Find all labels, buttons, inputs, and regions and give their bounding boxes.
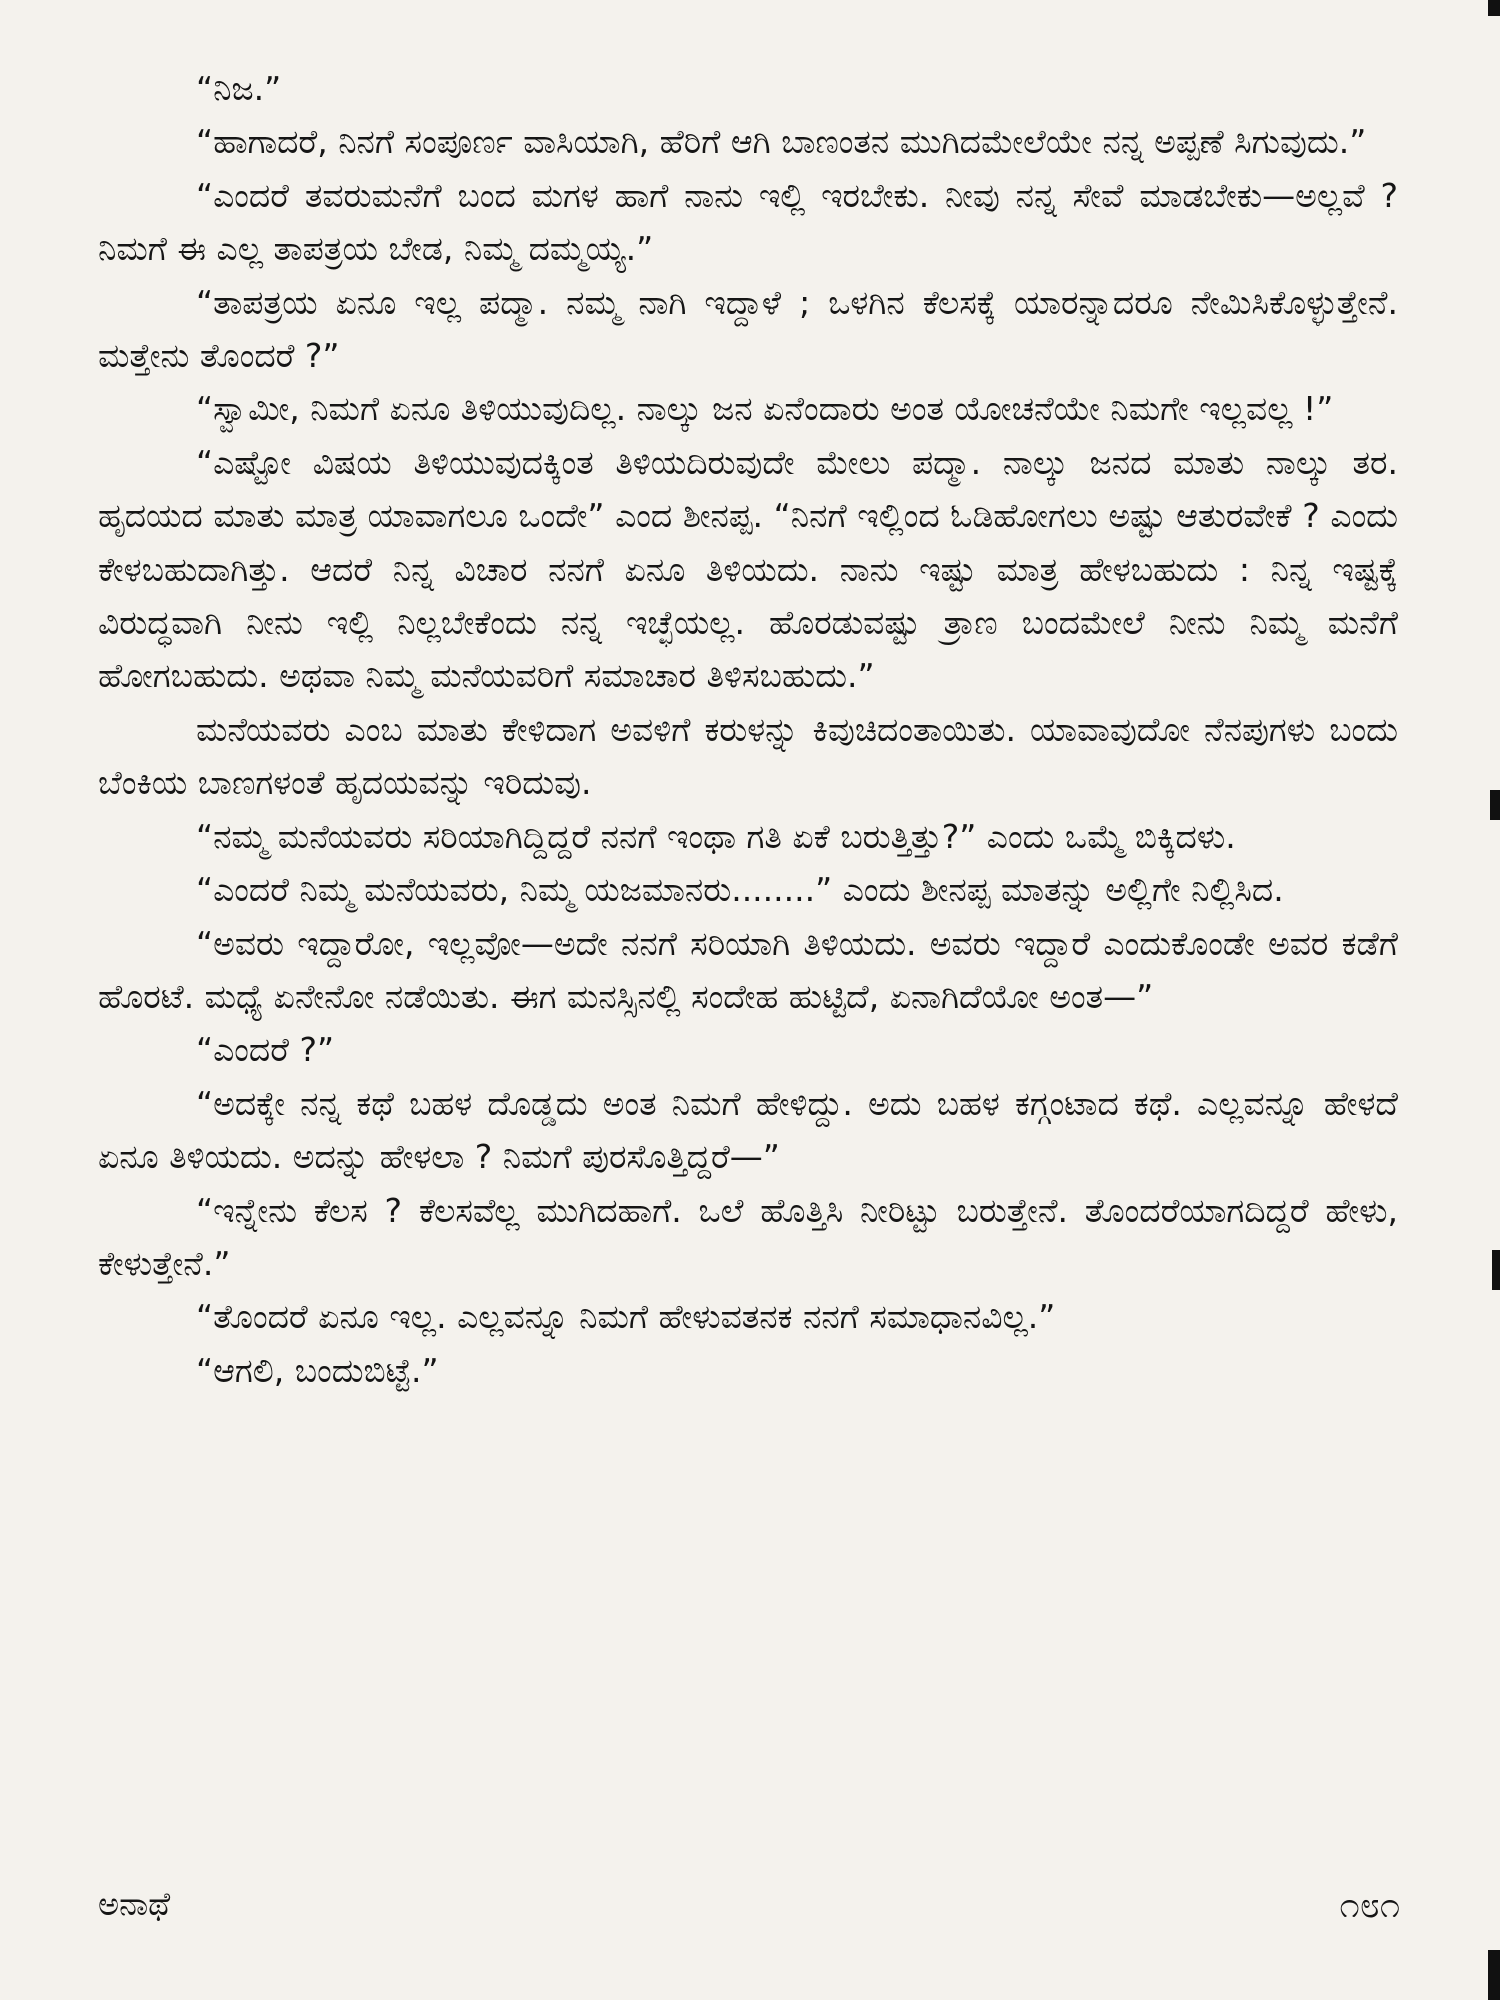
paragraph: “ನಮ್ಮ ಮನೆಯವರು ಸರಿಯಾಗಿದ್ದಿದ್ದರೆ ನನಗೆ ಇಂಥಾ ಗತಿ ಏಕೆ ಬರುತ್ತಿತ್ತು?” ಎಂದು ಒಮ್ಮೆ ಬಿಕ್ಕಿದಳು.: [196, 816, 1236, 856]
paragraph: “ಎಂದರೆ ತವರುಮನೆಗೆ ಬಂದ ಮಗಳ ಹಾಗೆ ನಾನು ಇಲ್ಲಿ ಇರಬೇಕು. ನೀವು ನನ್ನ ಸೇವೆ ಮಾಡಬೇಕು—ಅಲ್ಲವೆ ? ನಿಮಗೆ ಈ ಎಲ್ಲ ತಾಪತ್ರಯ ಬೇಡ, ನಿಮ್ಮ ದಮ್ಮಯ್ಯ.”: [98, 175, 1398, 269]
page-footer: [98, 1885, 1400, 1935]
scan-edge-mark: [1492, 1250, 1500, 1290]
paragraph: “ಹಾಗಾದರೆ, ನಿನಗೆ ಸಂಪೂರ್ಣ ವಾಸಿಯಾಗಿ, ಹೆರಿಗೆ ಆಗಿ ಬಾಣಂತನ ಮುಗಿದಮೇಲೆಯೇ ನನ್ನ ಅಪ್ಪಣೆ ಸಿಗುವುದು.”: [196, 122, 1367, 162]
page-number: ೧೮೧: [1339, 1885, 1400, 1926]
paragraph: “ತೊಂದರೆ ಏನೂ ಇಲ್ಲ. ಎಲ್ಲವನ್ನೂ ನಿಮಗೆ ಹೇಳುವತನಕ ನನಗೆ ಸಮಾಧಾನವಿಲ್ಲ.”: [196, 1297, 1056, 1337]
paragraph: “ಅದಕ್ಕೇ ನನ್ನ ಕಥೆ ಬಹಳ ದೊಡ್ಡದು ಅಂತ ನಿಮಗೆ ಹೇಳಿದ್ದು. ಅದು ಬಹಳ ಕಗ್ಗಂಟಾದ ಕಥೆ. ಎಲ್ಲವನ್ನೂ ಹೇಳದೆ ಏನೂ ತಿಳಿಯದು. ಅದನ್ನು ಹೇಳಲಾ ? ನಿಮಗೆ ಪುರಸೊತ್ತಿದ್ದರೆ—”: [98, 1083, 1398, 1177]
paragraph: “ಎಂದರೆ ?”: [196, 1030, 335, 1070]
paragraph: ಮನೆಯವರು ಎಂಬ ಮಾತು ಕೇಳಿದಾಗ ಅವಳಿಗೆ ಕರುಳನ್ನು ಕಿವುಚಿದಂತಾಯಿತು. ಯಾವಾವುದೋ ನೆನಪುಗಳು ಬಂದು ಬೆಂಕಿಯ ಬಾಣಗಳಂತೆ ಹೃದಯವನ್ನು ಇರಿದುವು.: [98, 709, 1398, 803]
paragraph: “ನಿಜ.”: [196, 69, 282, 108]
paragraph: “ಎಷ್ಟೋ ವಿಷಯ ತಿಳಿಯುವುದಕ್ಕಿಂತ ತಿಳಿಯದಿರುವುದೇ ಮೇಲು ಪದ್ಮಾ. ನಾಲ್ಕು ಜನದ ಮಾತು ನಾಲ್ಕು ತರ. ಹೃದಯದ ಮಾತು ಮಾತ್ರ ಯಾವಾಗಲೂ ಒಂದೇ” ಎಂದ ಶೀನಪ್ಪ. “ನಿನಗೆ ಇಲ್ಲಿಂದ ಓಡಿಹೋಗಲು ಅಷ್ಟು ಆತುರವೇಕೆ ? ಎಂದು ಕೇಳಬಹುದಾಗಿತ್ತು. ಆದರೆ ನಿನ್ನ ವಿಚಾರ ನನಗೆ ಏನೂ ತಿಳಿಯದು. ನಾನು ಇಷ್ಟು ಮಾತ್ರ ಹೇಳಬಹುದು : ನಿನ್ನ ಇಷ್ಟಕ್ಕೆ ವಿರುದ್ಧವಾಗಿ ನೀನು ಇಲ್ಲಿ ನಿಲ್ಲಬೇಕೆಂದು ನನ್ನ ಇಚ್ಛೆಯಲ್ಲ. ಹೊರಡುವಷ್ಟು ತ್ರಾಣ ಬಂದಮೇಲೆ ನೀನು ನಿಮ್ಮ ಮನೆಗೆ ಹೋಗಬಹುದು. ಅಥವಾ ನಿಮ್ಮ ಮನೆಯವರಿಗೆ ಸಮಾಚಾರ ತಿಳಿಸಬಹುದು.”: [98, 442, 1398, 696]
paragraph: “ಎಂದರೆ ನಿಮ್ಮ ಮನೆಯವರು, ನಿಮ್ಮ ಯಜಮಾನರು........” ಎಂದು ಶೀನಪ್ಪ ಮಾತನ್ನು ಅಲ್ಲಿಗೇ ನಿಲ್ಲಿಸಿದ.: [196, 870, 1284, 910]
paragraph: “ಆಗಲಿ, ಬಂದುಬಿಟ್ಟೆ.”: [196, 1350, 439, 1390]
paragraph: “ಇನ್ನೇನು ಕೆಲಸ ? ಕೆಲಸವೆಲ್ಲ ಮುಗಿದಹಾಗೆ. ಒಲೆ ಹೊತ್ತಿಸಿ ನೀರಿಟ್ಟು ಬರುತ್ತೇನೆ. ತೊಂದರೆಯಾಗದಿದ್ದರೆ ಹೇಳು, ಕೇಳುತ್ತೇನೆ.”: [98, 1190, 1399, 1283]
body-text: [98, 62, 1398, 1397]
paragraph: “ಅವರು ಇದ್ದಾರೋ, ಇಲ್ಲವೋ—ಅದೇ ನನಗೆ ಸರಿಯಾಗಿ ತಿಳಿಯದು. ಅವರು ಇದ್ದಾರೆ ಎಂದುಕೊಂಡೇ ಅವರ ಕಡೆಗೆ ಹೊರಟೆ. ಮಧ್ಯೆ ಏನೇನೋ ನಡೆಯಿತು. ಈಗ ಮನಸ್ಸಿನಲ್ಲಿ ಸಂದೇಹ ಹುಟ್ಟಿದೆ, ಏನಾಗಿದೆಯೋ ಅಂತ—”: [98, 923, 1398, 1016]
paragraph: “ತಾಪತ್ರಯ ಏನೂ ಇಲ್ಲ ಪದ್ಮಾ. ನಮ್ಮ ನಾಗಿ ಇದ್ದಾಳೆ ; ಒಳಗಿನ ಕೆಲಸಕ್ಕೆ ಯಾರನ್ನಾದರೂ ನೇಮಿಸಿಕೊಳ್ಳುತ್ತೇನೆ. ಮತ್ತೇನು ತೊಂದರೆ ?”: [98, 282, 1398, 376]
scan-edge-mark: [1488, 0, 1500, 16]
scan-edge-mark: [1488, 1950, 1500, 2000]
scan-edge-mark: [1490, 790, 1500, 820]
paragraph: “ಸ್ವಾಮೀ, ನಿಮಗೆ ಏನೂ ತಿಳಿಯುವುದಿಲ್ಲ. ನಾಲ್ಕು ಜನ ಏನೆಂದಾರು ಅಂತ ಯೋಚನೆಯೇ ನಿಮಗೇ ಇಲ್ಲವಲ್ಲ !”: [196, 389, 1334, 429]
book-title: ಅನಾಥೆ: [98, 1885, 171, 1923]
